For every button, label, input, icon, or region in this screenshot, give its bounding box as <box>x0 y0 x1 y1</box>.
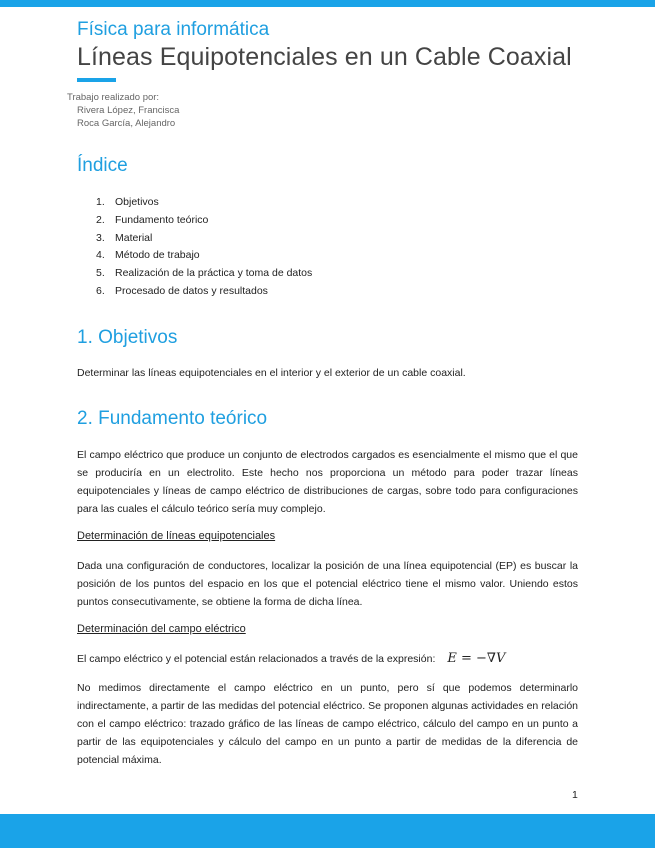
section-heading-objetivos: 1. Objetivos <box>77 327 178 348</box>
campo-relation-paragraph <box>77 650 578 668</box>
author-name: Rivera López, Francisca <box>77 105 180 116</box>
authors-label: Trabajo realizado por: <box>67 92 160 103</box>
toc-item <box>96 284 312 302</box>
top-accent-band <box>0 0 655 7</box>
subsection-title-campo: Determinación del campo eléctrico <box>77 623 246 635</box>
subsection-title-equipotenciales: Determinación de líneas equipotenciales <box>77 530 276 542</box>
document-title: Líneas Equipotenciales en un Cable Coaxial <box>77 43 572 71</box>
bottom-accent-band <box>0 814 655 848</box>
toc-item-label: Fundamento teórico <box>115 213 209 226</box>
toc-item-number: 5. <box>96 267 105 280</box>
toc-item-label: Objetivos <box>115 196 159 208</box>
toc-item-label: Material <box>115 231 153 244</box>
equipotenciales-paragraph: Dada una configuración de conductores, localizar la posición de una línea equipotencial (EP) es buscar la posición de los puntos del espacio en los que el potencial eléctrico tiene el mismo valor. Uniendo estos puntos consecutivamente, se obtiene la forma de dicha línea. <box>77 560 578 608</box>
toc-item-number: 3. <box>96 231 105 244</box>
index-heading: Índice <box>77 155 128 176</box>
fundamento-intro-paragraph: El campo eléctrico que produce un conjunto de electrodos cargados es esencialmente el mismo que el que se produciría en un electrolito. Este hecho nos proporciona un método para poder trazar líneas equipotenciales y líneas de campo eléctrico de distribuciones de cargas, sobre todo para configuraciones para las cuales el cálculo teórico sería muy complejo. <box>77 449 578 515</box>
title-accent-bar <box>77 78 116 82</box>
campo-measurement-paragraph: No medimos directamente el campo eléctrico en un punto, pero sí que podemos determinarlo indirectamente, a partir de las medidas del potencial eléctrico. Se proponen algunas actividades en relación con el campo eléctrico: trazado gráfico de las líneas de campo eléctrico, cálculo del campo en un punto a partir de las equipotenciales y cálculo del campo en un punto a partir de medidas de la diferencia de potencial máxima. <box>77 682 578 766</box>
objectives-text: Determinar las líneas equipotenciales en el interior y el exterior de un cable coaxial. <box>77 367 466 379</box>
toc-item <box>96 213 312 231</box>
toc-item-label: Método de trabajo <box>115 249 200 262</box>
toc-item <box>96 231 312 249</box>
toc-item <box>96 266 312 284</box>
toc-item-label: Realización de la práctica y toma de datos <box>115 267 313 280</box>
page-number: 1 <box>572 789 578 801</box>
toc-item-number: 6. <box>96 284 105 297</box>
field-potential-formula: E = −∇V <box>447 651 506 666</box>
toc-item-number: 1. <box>96 196 105 208</box>
toc-item <box>96 195 312 213</box>
campo-relation-text: El campo eléctrico y el potencial están relacionados a través de la expresión: <box>77 653 436 665</box>
toc-item-number: 2. <box>96 213 105 226</box>
author-name: Roca García, Alejandro <box>77 118 176 129</box>
toc-item-label: Procesado de datos y resultados <box>115 284 268 297</box>
document-subtitle: Física para informática <box>77 19 270 40</box>
toc-item <box>96 248 312 266</box>
table-of-contents <box>96 195 312 302</box>
section-heading-fundamento: 2. Fundamento teórico <box>77 408 268 429</box>
toc-item-number: 4. <box>96 249 105 262</box>
